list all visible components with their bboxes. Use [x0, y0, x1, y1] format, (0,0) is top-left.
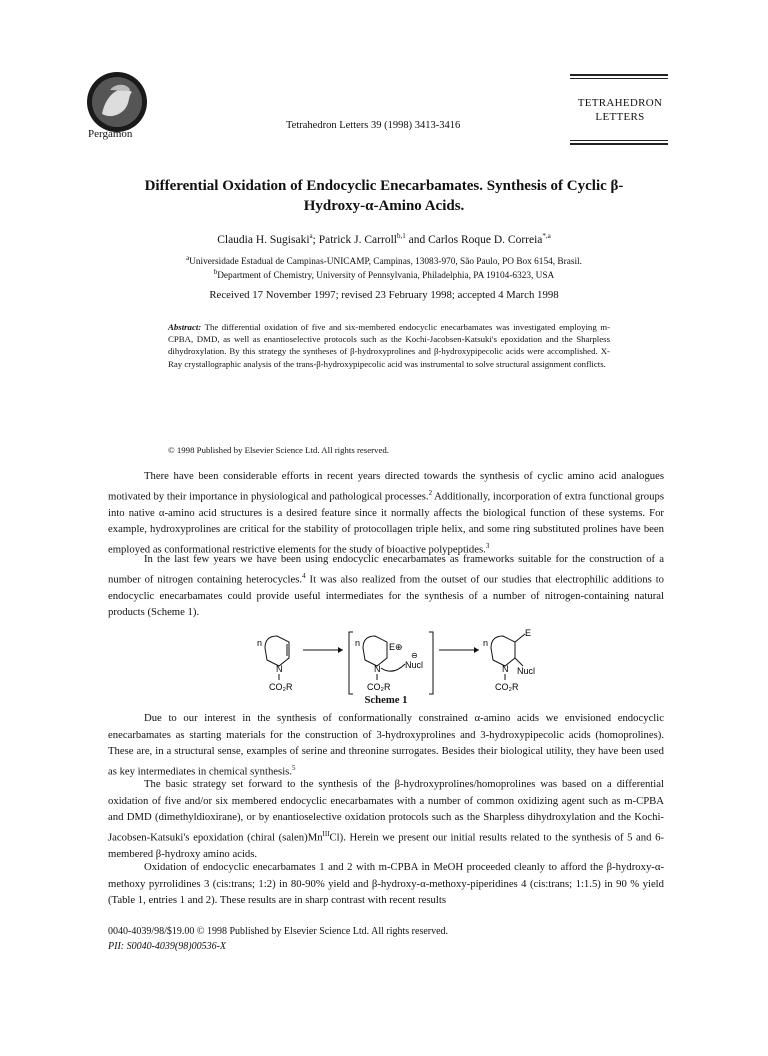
arrowhead — [474, 647, 479, 653]
header-rule — [570, 74, 668, 76]
header-rule — [570, 140, 668, 141]
journal-reference: Tetrahedron Letters 39 (1998) 3413-3416 — [286, 120, 461, 131]
author-mark: b,1 — [396, 232, 406, 240]
paragraph-text: Additionally, incorporation of extra functional groups into native α-amino acid structures is a desired feature since it normally affects the biological function of these systems. For example, hydroxyprolines are critical for the stability of protocollagen triple helix, and some ring substituted prolines have been employed as conformational restrictive elements for the study of bioactive polypeptides. — [108, 490, 664, 556]
reference-mark: 5 — [292, 763, 296, 772]
electrophile-label: E — [525, 628, 532, 638]
scheme-caption: Scheme 1 — [364, 694, 408, 706]
ring-size-label: n — [355, 638, 361, 648]
carbamate-group: CO₂R — [495, 682, 519, 692]
affiliation-text: Universidade Estadual de Campinas-UNICAMP, Campinas, 13083-970, São Paulo, PO Box 6154, Brasil. — [189, 257, 582, 268]
abstract-text: The differential oxidation of five and six-membered endocyclic enecarbamates was investigated employing m-CPBA, DMD, as well as enantioselective protocols such as the Kochi-Jacobsen-Katsuki's epoxidation and the Sharpless dihydroxylation. By this strategy the syntheses of β-hydroxyprolines and β-hydroxypipecolic acids were accomplished. X-Ray crystallographic analysis of the trans-β-hydroxypipecolic acid was instrumental to solve structural assignment conflicts. — [168, 322, 610, 369]
paragraph-text: Cl). Herein we present our initial results related to the synthesis of 5 and 6-membered β-hydroxy amino acids. — [108, 831, 664, 860]
ring-size-label: n — [257, 638, 263, 648]
bracket-right — [429, 632, 433, 694]
author-mark: *,a — [542, 232, 551, 240]
nucleophile-charge: ⊖ — [411, 651, 418, 660]
author-name: and Carlos Roque D. Correia — [405, 233, 543, 246]
affiliation-a — [90, 254, 678, 267]
received-dates: Received 17 November 1997; revised 23 February 1998; accepted 4 March 1998 — [209, 289, 559, 301]
reactant-structure — [257, 636, 293, 692]
reference-mark: 4 — [302, 571, 306, 580]
paragraph-text: Due to our interest in the synthesis of conformationally constrained α-amino acids we envisioned endocyclic enecarbamates as starting materials for the construction of 3-hydroxyprolines and 3-hydroxypipecolic acids (homoprolines). These are, in a structural sense, examples of serine and threonine surrogates. Besides their biological utility, they have been used as key intermediates in chemical synthesis. — [108, 712, 664, 778]
paragraph-text: In the last few years we have been using endocyclic enecarbamates as frameworks suitable for the construction of a number of nitrogen containing heterocycles. — [108, 553, 664, 586]
paragraph-text: There have been considerable efforts in recent years directed towards the synthesis of cyclic amino acid analogues motivated by their importance in physiological and pathological processes. — [108, 470, 664, 503]
reaction-scheme — [255, 628, 545, 698]
footer-copyright: 0040-4039/98/$19.00 © 1998 Published by Elsevier Science Ltd. All rights reserved. — [108, 926, 449, 937]
intermediate-structure — [355, 636, 423, 692]
arrowhead — [338, 647, 343, 653]
nitrogen-atom: N — [276, 664, 283, 674]
carbamate-group: CO₂R — [367, 682, 391, 692]
affiliation-text: Department of Chemistry, University of Pennsylvania, Philadelphia, PA 19104-6323, USA — [217, 271, 555, 282]
nitrogen-atom: N — [502, 664, 509, 674]
reference-mark: 3 — [485, 541, 490, 550]
reference-mark: 2 — [428, 488, 433, 497]
affiliation-mark: a — [186, 254, 190, 262]
paragraph-text: Oxidation of endocyclic enecarbamates 1 and 2 with m-CPBA in MeOH proceeded cleanly to afford the β-hydroxy-α-methoxy pyrrolidines 3 (cis:trans; 1:2) in 80-90% yield and β-hydroxy-α-methoxy-piperidines 4 (cis:trans; 1:1.5) in 90 % yield (Table 1, entries 1 and 2). These results are in sharp contrast with recent results — [108, 861, 664, 907]
journal-name — [560, 96, 680, 124]
author-list — [90, 232, 678, 246]
author-name: ; Patrick J. Carroll — [312, 233, 397, 246]
electrophile-label: E⊕ — [389, 642, 403, 652]
header-rule — [570, 78, 668, 79]
carbamate-group: CO₂R — [269, 682, 293, 692]
oxidation-state: III — [322, 829, 330, 838]
header-rule — [570, 143, 668, 145]
paragraph — [108, 776, 664, 863]
paragraph — [108, 468, 664, 558]
publisher-logo — [80, 70, 154, 134]
paragraph-text: The basic strategy set forward to the synthesis of the β-hydroxyprolines/homoprolines was based on a differential oxidation of five and/or six membered endocyclic enecarbamates with a number of common oxidizing agent such as m-CPBA and DMD (dimethyldioxirane), or by enantioselective oxidation protocols such as the Sharpless dihydroxylation and the Kochi-Jacobsen-Katsuki's epoxidation (chiral (salen)Mn — [108, 778, 664, 844]
affiliation-b — [90, 268, 678, 281]
title-line: Differential Oxidation of Endocyclic Enecarbamates. Synthesis of Cyclic β- — [144, 178, 624, 194]
abstract-label: Abstract: — [168, 322, 202, 332]
ring-size-label: n — [483, 638, 489, 648]
paragraph — [108, 859, 664, 909]
author-mark: a — [309, 232, 313, 240]
nucleophile-label: Nucl — [405, 660, 424, 670]
product-structure — [483, 628, 535, 692]
journal-name-line: TETRAHEDRON — [577, 97, 663, 109]
abstract — [168, 321, 610, 370]
footer-pii: PII: S0040-4039(98)00536-X — [108, 941, 227, 952]
journal-name-line: LETTERS — [595, 111, 645, 123]
title-line: Hydroxy-α-Amino Acids. — [303, 198, 465, 214]
affiliation-mark: b — [213, 268, 218, 276]
paragraph — [108, 551, 664, 621]
article-title — [90, 176, 678, 216]
publisher-name: Pergamon — [88, 128, 133, 140]
author-name: Claudia H. Sugisaki — [217, 233, 310, 246]
nitrogen-atom: N — [374, 664, 381, 674]
nucleophile-label: Nucl — [517, 666, 536, 676]
paragraph — [108, 710, 664, 780]
abstract-copyright: © 1998 Published by Elsevier Science Ltd. All rights reserved. — [168, 445, 389, 455]
paragraph-text: It was also realized from the outset of our studies that electrophilic additions to endocyclic enecarbamates could provide useful intermediates for the synthesis of a number of nitrogen-containing natural products (Scheme 1). — [108, 573, 665, 619]
bracket-left — [349, 632, 353, 694]
